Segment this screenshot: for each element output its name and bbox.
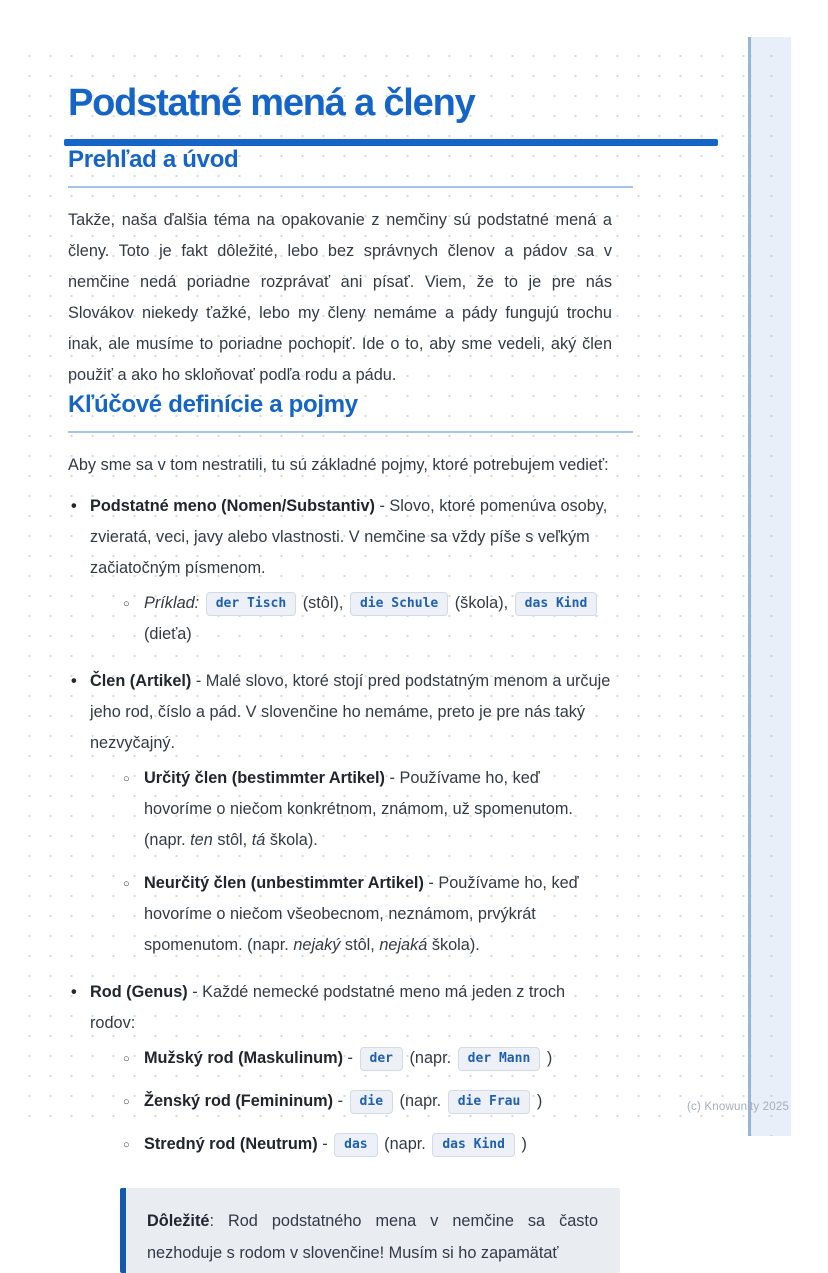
text-segment: - Každé nemecké podstatné meno má jeden z troch rodov: <box>90 983 566 1032</box>
text-segment: Mužský rod (Maskulinum) <box>144 1049 344 1067</box>
overview-paragraph: Takže, naša ďalšia téma na opakovanie z nemčiny sú podstatné mená a členy. Toto je fakt dôležité, lebo bez správnych členov a pádov sa v nemčine nedá poriadne rozprávať ani písať. Viem, že to je pre nás Slovákov niekedy ťažké, lebo my členy nemáme a pády fungujú trochu inak, ale musíme to poriadne pochopiť. Ide o to, aby sme vedeli, aký člen použiť a ako ho skloňovať podľa rodu a pádu. <box>68 211 612 384</box>
text-segment: ten <box>190 831 213 849</box>
text-segment: (napr. <box>395 1092 446 1110</box>
text-segment: - Malé slovo, ktoré stojí pred podstatným menom a určuje jeho rod, číslo a pád. V slovenčine ho nemáme, preto je pre nás taký nezvyčajný. <box>90 672 611 752</box>
text-segment: : Rod podstatného mena v nemčine sa často nezhoduje s rodom v slovenčine! Musím si ho zapamätať <box>147 1212 598 1262</box>
text-segment: Rod (Genus) <box>90 983 188 1001</box>
text-segment: nejaká <box>379 936 428 954</box>
text-segment: ) <box>516 1135 527 1153</box>
inline-code-badge: der Tisch <box>206 592 296 616</box>
text-segment: (napr. <box>379 1135 431 1153</box>
notes-page <box>10 37 748 1262</box>
inline-code-badge: die Frau <box>448 1090 531 1114</box>
text-segment: Ženský rod (Femininum) <box>144 1092 334 1110</box>
list-item-text <box>144 1129 612 1160</box>
text-segment: - <box>333 1092 348 1110</box>
list-item-noun-example <box>122 588 612 650</box>
text-segment: - <box>343 1049 358 1067</box>
callout-text <box>147 1205 598 1269</box>
list-item-gender <box>68 977 612 1160</box>
text-segment: Stredný rod (Neutrum) <box>144 1135 318 1153</box>
list-item-noun <box>68 491 612 650</box>
page-content <box>10 37 612 1273</box>
text-segment: stôl, <box>212 831 252 849</box>
watermark: (c) Knowunity 2025 <box>687 1101 790 1113</box>
text-segment: ) <box>532 1092 543 1110</box>
text-segment: Neurčitý člen (unbestimmter Artikel) <box>144 874 424 892</box>
text-segment: ) <box>542 1049 553 1067</box>
definitions-heading: Kľúčové definície a pojmy <box>68 391 633 433</box>
text-segment: tá <box>251 831 266 849</box>
text-segment: - Používame ho, keď hovoríme o niečom konkrétnom, známom, už spomenutom. (napr. <box>144 769 573 849</box>
list-item-text <box>144 1043 612 1074</box>
text-segment: (dieťa) <box>144 625 192 643</box>
list-item-masculine <box>122 1043 612 1074</box>
text-segment: škola). <box>427 936 480 954</box>
text-segment: - Slovo, ktoré pomenúva osoby, zvieratá, veci, javy alebo vlastnosti. V nemčine sa vždy píše s veľkým začiatočným písmenom. <box>90 497 608 577</box>
text-segment: nejaký <box>293 936 341 954</box>
list-item-text <box>144 588 612 650</box>
section-overview <box>68 146 612 391</box>
list-item-indefinite-article <box>122 868 612 961</box>
text-segment: - Používame ho, keď hovoríme o niečom všeobecnom, neznámom, prvýkrát spomenutom. (napr. <box>144 874 579 954</box>
article-sublist <box>122 763 612 961</box>
definitions-list <box>68 491 612 1160</box>
overview-heading: Prehľad a úvod <box>68 146 633 188</box>
inline-code-badge: das Kind <box>432 1133 515 1157</box>
title-rule <box>64 139 718 146</box>
text-segment: (napr. <box>404 1049 456 1067</box>
text-segment: - <box>317 1135 333 1153</box>
list-item-text <box>144 1086 612 1117</box>
inline-code-badge: der Mann <box>458 1047 541 1071</box>
page-title: Podstatné mená a členy <box>68 82 475 124</box>
text-segment: Člen (Artikel) <box>90 672 192 690</box>
list-item-text <box>144 868 612 961</box>
definitions-intro: Aby sme sa v tom nestratili, tu sú základné pojmy, ktoré potrebujem vedieť: <box>68 456 609 474</box>
inline-code-badge: der <box>360 1047 403 1071</box>
next-page-edge <box>748 37 791 1136</box>
text-segment <box>199 594 204 612</box>
text-segment: Podstatné meno (Nomen/Substantiv) <box>90 497 375 515</box>
text-segment: (stôl), <box>298 594 348 612</box>
gender-sublist <box>122 1043 612 1160</box>
list-item-text <box>144 763 612 856</box>
list-item-neuter <box>122 1129 612 1160</box>
list-item-definite-article <box>122 763 612 856</box>
list-item-text <box>90 491 612 584</box>
noun-sublist <box>122 588 612 650</box>
text-segment: (škola), <box>450 594 513 612</box>
inline-code-badge: das <box>334 1133 377 1157</box>
inline-code-badge: die <box>350 1090 393 1114</box>
list-item-article <box>68 666 612 961</box>
section-definitions <box>68 391 612 1160</box>
text-segment: Dôležité <box>147 1212 210 1230</box>
text-segment: Určitý člen (bestimmter Artikel) <box>144 769 385 787</box>
list-item-text <box>90 977 612 1039</box>
important-callout <box>120 1188 620 1273</box>
list-item-text <box>90 666 612 759</box>
inline-code-badge: das Kind <box>515 592 598 616</box>
text-segment: stôl, <box>340 936 380 954</box>
inline-code-badge: die Schule <box>350 592 448 616</box>
list-item-feminine <box>122 1086 612 1117</box>
text-segment: škola). <box>265 831 318 849</box>
text-segment: Príklad: <box>144 594 200 612</box>
